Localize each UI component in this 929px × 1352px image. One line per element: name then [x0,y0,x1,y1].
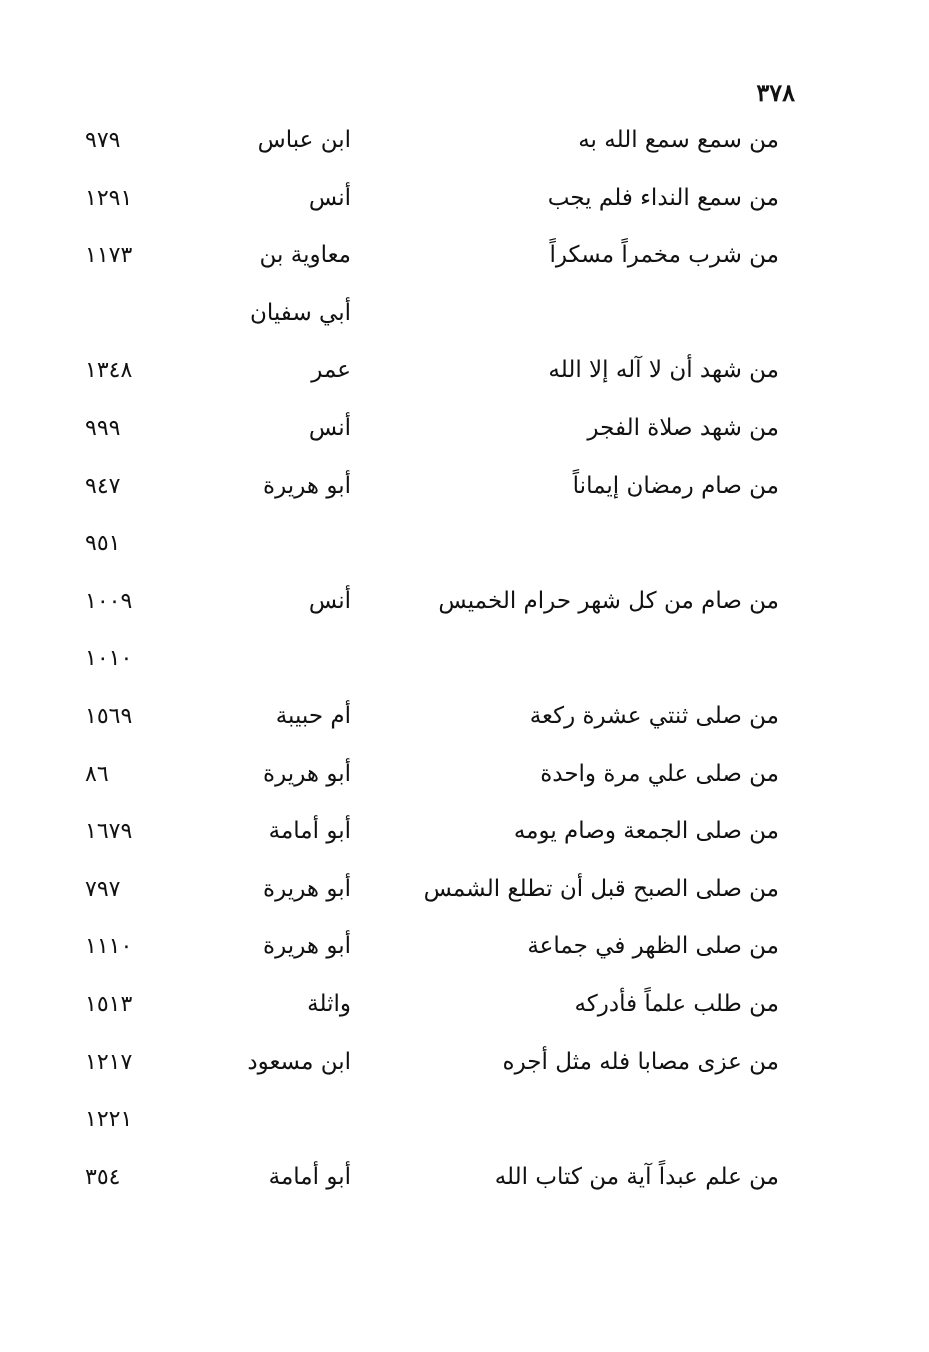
reference-number [85,285,165,343]
reference-number: ١١٧٣ [85,243,133,269]
narrator-name [201,1091,351,1149]
index-row [0,458,929,516]
hadith-text: من عزى مصابا فله مثل أجره [502,1048,779,1075]
reference-number: ٩٥١ [85,531,121,557]
hadith-text: من سمع سمع الله به [578,127,779,153]
hadith-text: من شهد صلاة الفجر [587,414,779,441]
index-row [0,515,929,573]
hadith-text: من صام من كل شهر حرام الخميس [438,587,779,614]
narrator-name: أبو هريرة [263,760,351,787]
index-row [0,1034,929,1092]
narrator-name: أبو أمامة [268,1163,351,1190]
narrator-name: أبو هريرة [263,472,351,499]
index-row [0,227,929,285]
hadith-text: من صلى الظهر في جماعة [527,933,779,960]
reference-number: ٧٩٧ [85,876,121,902]
reference-number: ١٣٤٨ [85,358,133,384]
reference-number: ٩٩٩ [85,415,121,441]
hadith-text: من شهد أن لا آله إلا الله [548,357,779,384]
index-row [0,746,929,804]
hadith-text: من سمع النداء فلم يجب [547,184,779,211]
narrator-name: عمر [311,357,351,384]
narrator-name: أبو هريرة [263,875,351,902]
narrator-name: أنس [308,414,351,441]
index-row [0,918,929,976]
reference-number: ٣٥٤ [85,1164,121,1190]
reference-number: ٩٧٩ [85,128,121,153]
hadith-index-table [0,112,929,1206]
reference-number: ١٠١٠ [85,646,133,672]
index-row [0,1091,929,1149]
narrator-name [201,630,351,688]
index-row [0,976,929,1034]
narrator-name: أنس [308,184,351,211]
hadith-text: من صلى الصبح قبل أن تطلع الشمس [423,875,779,902]
index-row [0,285,929,343]
hadith-text: من صلى الجمعة وصام يومه [513,818,779,845]
index-row [0,573,929,631]
index-row [0,861,929,919]
page-number: ٣٧٨ [756,78,795,107]
index-row [0,400,929,458]
index-row [0,112,929,170]
hadith-text: من صلى علي مرة واحدة [540,760,779,787]
index-row [0,342,929,400]
hadith-text: من طلب علماً فأدركه [574,990,779,1017]
hadith-text: من علم عبداً آية من كتاب الله [494,1163,779,1190]
reference-number: ١٠٠٩ [85,588,133,614]
narrator-name: ابن عباس [257,127,351,153]
reference-number: ١٢١٧ [85,1049,133,1075]
narrator-name: أبي سفيان [249,299,351,326]
hadith-text [419,1091,779,1149]
narrator-name: واثلة [307,990,351,1017]
reference-number: ٩٤٧ [85,473,121,499]
hadith-text: من صلى ثنتي عشرة ركعة [529,702,779,729]
reference-number: ٨٦ [85,761,109,787]
reference-number: ١٦٧٩ [85,819,133,845]
hadith-text: من صام رمضان إيماناً [572,472,779,499]
index-row [0,803,929,861]
narrator-name: أبو أمامة [268,818,351,845]
reference-number: ١٢٩١ [85,185,133,211]
reference-number: ١٥٦٩ [85,703,133,729]
narrator-name: معاوية بن [259,242,351,269]
index-row [0,170,929,228]
reference-number: ١٥١٣ [85,991,133,1017]
narrator-name: ابن مسعود [247,1048,351,1075]
narrator-name: أم حبيبة [275,702,351,729]
index-row [0,688,929,746]
narrator-name: أبو هريرة [263,933,351,960]
hadith-text [419,630,779,688]
narrator-name [201,515,351,573]
index-row [0,1149,929,1207]
reference-number: ١١١٠ [85,934,133,960]
narrator-name: أنس [308,587,351,614]
hadith-text: من شرب مخمراً مسكراً [549,242,779,269]
index-row [0,630,929,688]
reference-number: ١٢٢١ [85,1107,133,1133]
hadith-text [419,285,779,343]
hadith-text [419,515,779,573]
